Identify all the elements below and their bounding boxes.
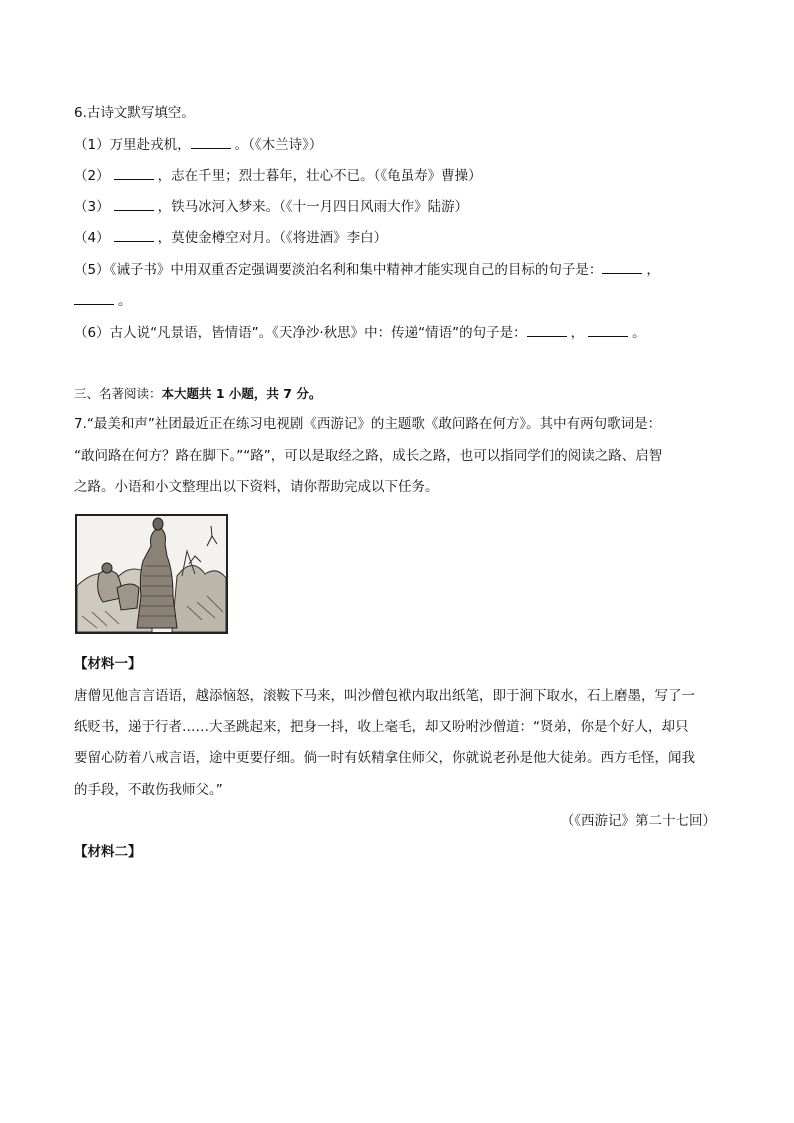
question-6-item-3 bbox=[74, 197, 468, 217]
item-6-separator: ， bbox=[570, 325, 585, 341]
material-1-line-3: 要留心防着八戒言语，途中更要仔细。倘一时有妖精拿住师父，你就说老孙是他大徒弟。西方毛怪，闻我 bbox=[74, 750, 695, 766]
section-3-heading bbox=[74, 384, 321, 404]
item-3-suffix: ，铁马冰河入梦来。（《十一月四日风雨大作》陆游） bbox=[157, 199, 469, 215]
material-2-label: 【材料二】 bbox=[74, 844, 142, 860]
item-1-suffix: 。（《木兰诗》） bbox=[234, 137, 323, 153]
item-3-prefix: （3） bbox=[74, 199, 110, 215]
item-2-suffix: ，志在千里；烈士暮年，壮心不已。（《龟虽寿》曹操） bbox=[157, 168, 482, 184]
material-1-label: 【材料一】 bbox=[74, 656, 142, 672]
material-1-line-2: 纸贬书，递于行者……大圣跳起来，把身一抖，收上毫毛，却又吩咐沙僧道：“贤弟，你是个好人，却只 bbox=[74, 719, 689, 735]
answer-blank[interactable] bbox=[114, 229, 154, 242]
section-3-heading-main: 本大题共 1 小题，共 7 分。 bbox=[161, 386, 322, 401]
question-6-item-5 bbox=[74, 260, 660, 280]
item-6-text: （6）古人说“凡景语，皆情语”。《天净沙·秋思》中：传递“情语”的句子是： bbox=[74, 325, 527, 341]
question-6-item-2 bbox=[74, 166, 482, 186]
item-5-text: （5）《诫子书》中用双重否定强调要淡泊名利和集中精神才能实现自己的目标的句子是： bbox=[74, 262, 603, 278]
answer-blank[interactable] bbox=[602, 261, 642, 274]
question-6-item-4 bbox=[74, 228, 387, 248]
material-1-source: （《西游记》第二十七回） bbox=[560, 813, 716, 829]
item-6-end: 。 bbox=[632, 325, 646, 341]
question-6-item-1 bbox=[74, 135, 322, 155]
answer-blank[interactable] bbox=[114, 198, 154, 211]
journey-to-the-west-illustration bbox=[75, 514, 228, 634]
answer-blank[interactable] bbox=[588, 324, 628, 337]
question-6-item-6 bbox=[74, 323, 646, 343]
illustration-drawing bbox=[77, 516, 226, 632]
item-4-suffix: ，莫使金樽空对月。（《将进酒》李白） bbox=[157, 230, 388, 246]
answer-blank[interactable] bbox=[114, 167, 154, 180]
question-7-line-3: 之路。小语和小文整理出以下资料，请你帮助完成以下任务。 bbox=[74, 479, 439, 495]
item-5-end: 。 bbox=[118, 293, 132, 309]
material-1-line-4: 的手段，不敢伤我师父。” bbox=[74, 782, 223, 798]
item-5-separator: ， bbox=[646, 262, 660, 278]
item-2-prefix: （2） bbox=[74, 168, 110, 184]
answer-blank[interactable] bbox=[191, 136, 231, 149]
question-7-line-1: 7.“最美和声”社团最近正在练习电视剧《西游记》的主题歌《敢问路在何方》。其中有两句歌词是： bbox=[74, 416, 662, 432]
answer-blank[interactable] bbox=[74, 292, 114, 305]
question-6-title: 6.古诗文默写填空。 bbox=[74, 105, 195, 121]
section-3-heading-prefix: 三、名著阅读： bbox=[74, 386, 162, 401]
question-6-item-5-continued bbox=[74, 291, 132, 311]
item-1-prefix: （1）万里赴戎机， bbox=[74, 137, 191, 153]
material-1-line-1: 唐僧见他言言语语，越添恼怒，滚鞍下马来，叫沙僧包袱内取出纸笔，即于涧下取水，石上磨墨，写了一 bbox=[74, 688, 695, 704]
question-7-line-2: “敢问路在何方？路在脚下。”“路”，可以是取经之路，成长之路，也可以指同学们的阅读之路、启智 bbox=[74, 448, 663, 464]
item-4-prefix: （4） bbox=[74, 230, 110, 246]
answer-blank[interactable] bbox=[527, 324, 567, 337]
